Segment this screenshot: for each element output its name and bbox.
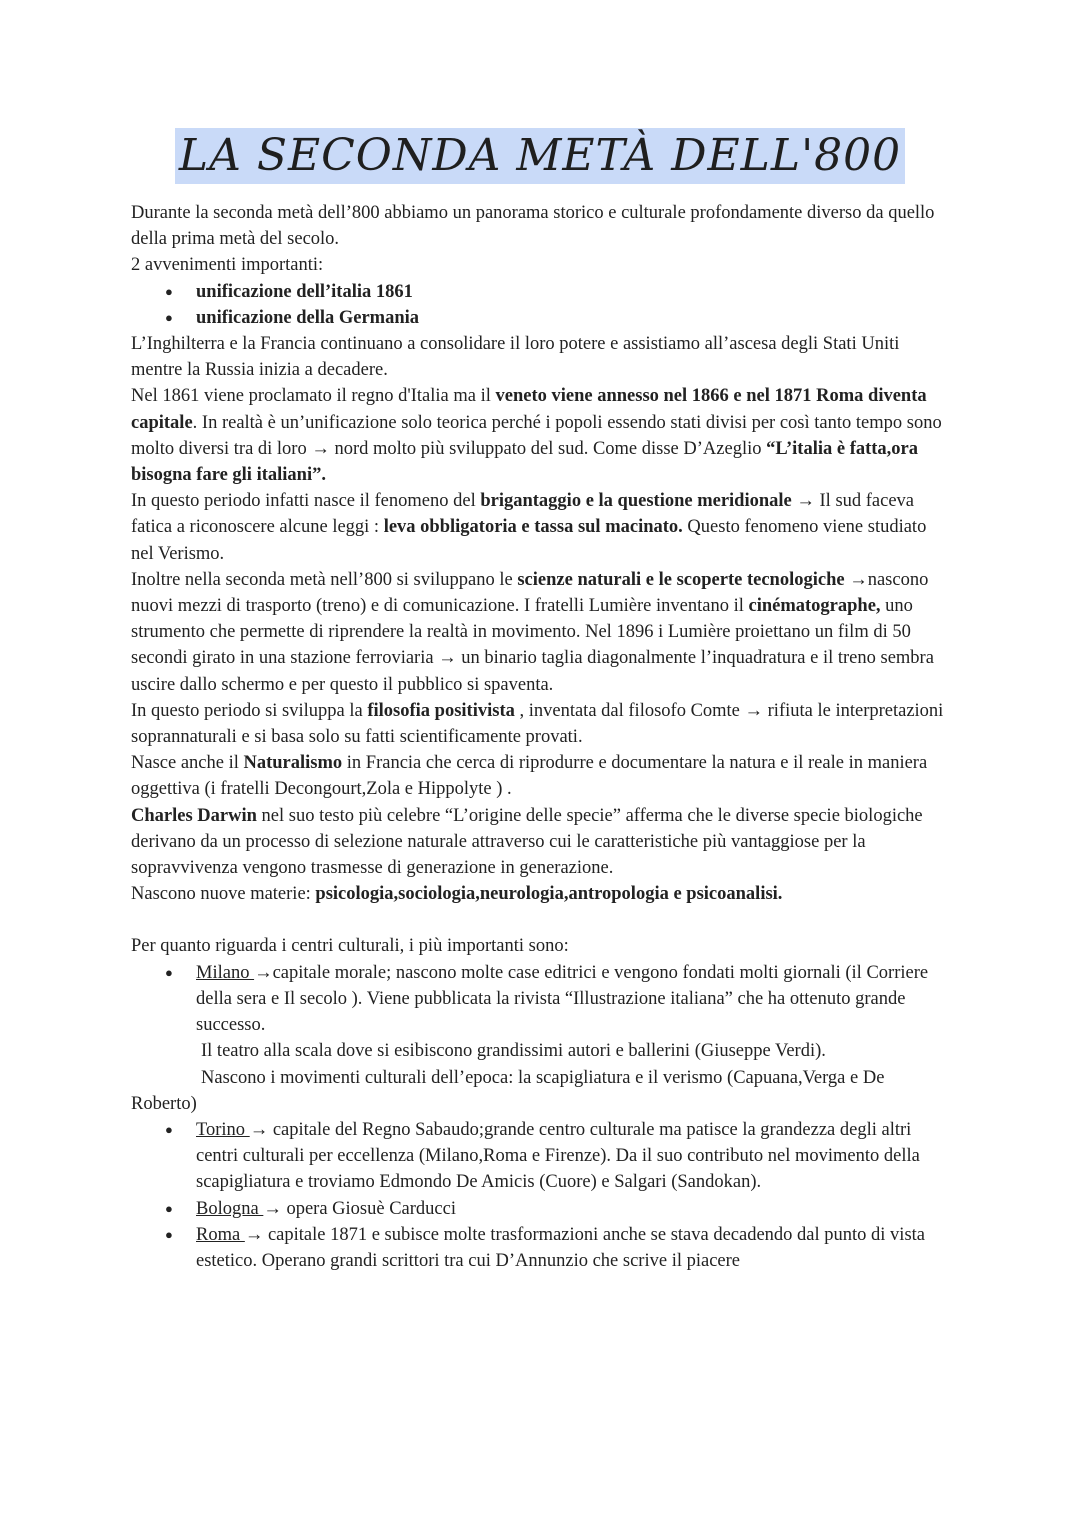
text-span: → capitale 1871 e subisce molte trasformazioni anche se stava decadendo dal punto di vista estetico. Operano grandi scrittori tra cui D’Annunzio che scrive il piacere	[196, 1224, 925, 1271]
bold-span: veneto viene annesso nel 1866 e nel 1871 Roma diventa capitale	[131, 386, 927, 433]
quote-dazeglio: “L’italia è fatta,ora bisogna fare gli italiani”.	[131, 438, 919, 486]
text-span: uno strumento che permette di riprendere la realtà in movimento. Nel 1896 i Lumière proiettano un film di 50 secondi girato in una stazione ferroviaria → un binario taglia diagonalmente l’inquadratura e il treno sembra uscire dallo schermo e per questo il pubblico si spaventa.	[131, 596, 934, 695]
page-title: LA SECONDA METÀ DELL'800	[175, 128, 905, 184]
city-milano: Milano	[196, 962, 255, 983]
bold-span: psicologia,sociologia,neurologia,antropologia e psicoanalisi.	[315, 884, 783, 905]
bold-span: Charles Darwin	[131, 805, 257, 826]
events-list	[131, 279, 951, 331]
paragraph-naturalism	[131, 750, 951, 802]
paragraph-unification	[131, 383, 951, 488]
bold-span: Naturalismo	[243, 753, 343, 774]
text-span: In questo periodo infatti nasce il fenomeno del	[131, 491, 481, 512]
text-span: , inventata dal filosofo Comte → rifiuta le interpretazioni soprannaturali e si basa solo su fatti scientificamente provati.	[131, 700, 944, 748]
paragraph-brigantaggio	[131, 488, 951, 567]
text-span: nel suo testo più celebre “L’origine delle specie” afferma che le diverse specie biologiche derivano da un processo di selezione naturale attraverso cui le caratteristiche più vantaggiose per la sopravvivenza vengono trasmesse di generazione in generazione.	[131, 805, 923, 879]
document-body	[131, 200, 951, 1274]
text-span: → Il sud faceva fatica a riconoscere alcune leggi :	[131, 491, 915, 538]
centers-list-milano	[131, 960, 951, 1039]
bold-span: cinématographe,	[748, 596, 881, 617]
list-item	[131, 1196, 951, 1222]
list-item	[131, 960, 951, 1039]
centers-list	[131, 1117, 951, 1274]
text-span: Nascono nuove materie:	[131, 884, 316, 905]
text-span: →nascono nuovi mezzi di trasporto (treno) e di comunicazione. I fratelli Lumière inventano il	[131, 569, 929, 617]
events-label: 2 avvenimenti importanti:	[131, 255, 324, 276]
spacer	[131, 907, 951, 933]
list-item	[131, 1222, 951, 1274]
intro-paragraph: Durante la seconda metà dell’800 abbiamo un panorama storico e culturale profondamente diverso da quello della prima metà del secolo.	[131, 203, 935, 250]
text-span: . In realtà è un’unificazione solo teorica perché i popoli essendo stati divisi per così tanto tempo sono molto diversi tra di loro → nord molto più sviluppato del sud. Come disse D’Azeglio	[131, 412, 942, 459]
paragraph-powers: L’Inghilterra e la Francia continuano a consolidare il loro potere e assistiamo all’ascesa degli Stati Uniti mentre la Russia inizia a decadere.	[131, 334, 900, 381]
bold-span: leva obbligatoria e tassa sul macinato.	[383, 517, 683, 538]
milano-extra-movements: Nascono i movimenti culturali dell’epoca: la scapigliatura e il verismo (Capuana,Verga e De	[201, 1067, 885, 1088]
text-span: → capitale del Regno Sabaudo;grande centro culturale ma patisce la grandezza degli altri centri culturali per eccellenza (Milano,Roma e Firenze). Da il suo contributo nel movimento della scapigliatura e troviamo Edmondo De Amicis (Cuore) e Salgari (Sandokan).	[196, 1119, 920, 1193]
paragraph-sciences	[131, 567, 951, 698]
event-item: unificazione dell’italia 1861	[196, 281, 413, 302]
text-span: →capitale morale; nascono molte case editrici e vengono fondati molti giornali (il Corriere della sera e Il secolo ). Viene pubblicata la rivista “Illustrazione italiana” che ha ottenuto grande successo.	[196, 962, 929, 1036]
text-span: Questo fenomeno viene studiato nel Verismo.	[131, 517, 927, 564]
city-bologna: Bologna	[196, 1198, 264, 1219]
bold-span: brigantaggio e la questione meridionale	[480, 491, 792, 512]
paragraph-new-subjects	[131, 881, 951, 907]
bold-span: scienze naturali e le scoperte tecnologiche	[517, 569, 845, 590]
text-span: Inoltre nella seconda metà nell’800 si sviluppano le	[131, 569, 518, 590]
milano-extra-scala: Il teatro alla scala dove si esibiscono grandissimi autori e ballerini (Giuseppe Verdi).	[201, 1041, 826, 1062]
paragraph-positivism	[131, 698, 951, 750]
milano-extra-movements-end: Roberto)	[131, 1093, 197, 1114]
centers-intro: Per quanto riguarda i centri culturali, i più importanti sono:	[131, 936, 569, 957]
text-span: Nasce anche il	[131, 753, 244, 774]
text-span: in Francia che cerca di riprodurre e documentare la natura e il reale in maniera oggettiva (i fratelli Decongourt,Zola e Hippolyte ) .	[131, 753, 928, 800]
city-torino: Torino	[196, 1119, 250, 1140]
list-item	[131, 1117, 951, 1196]
text-span: → opera Giosuè Carducci	[263, 1198, 456, 1219]
text-span: In questo periodo si sviluppa la	[131, 700, 368, 721]
list-item	[131, 305, 951, 331]
text-span: Nel 1861 viene proclamato il regno d'Italia ma il	[131, 386, 496, 407]
bold-span: filosofia positivista	[367, 700, 515, 721]
event-item: unificazione della Germania	[196, 307, 420, 328]
title-container	[0, 128, 1080, 184]
paragraph-darwin	[131, 803, 951, 882]
list-item	[131, 279, 951, 305]
city-roma: Roma	[196, 1224, 245, 1245]
